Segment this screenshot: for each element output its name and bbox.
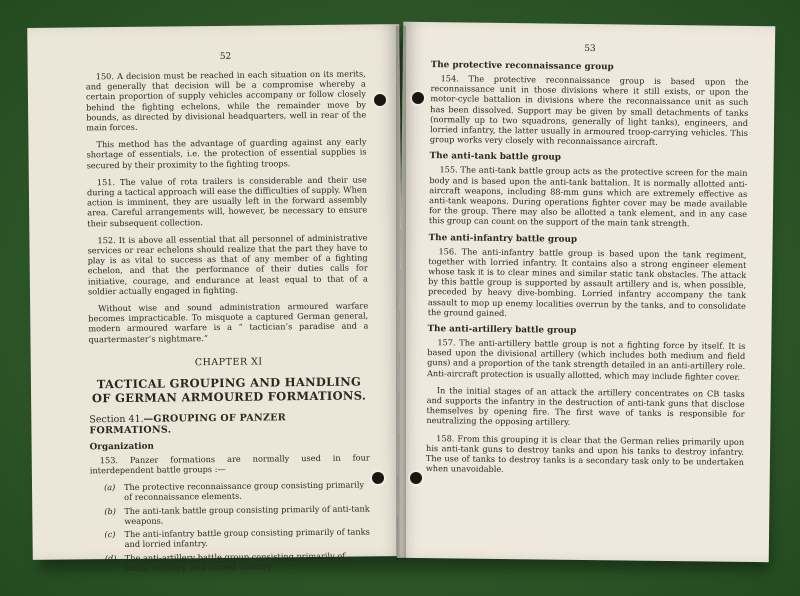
page-number: 52	[219, 51, 232, 62]
list-text: The anti-artillery battle group consisting primarily of tanks, artillery, and lorried infantry.	[124, 550, 346, 573]
paragraph-150: 150. A decision must be reached in each situation on its merits, and generally that decision will be a compromise whereby a certain proportion of supply vehicles accompany or follow closely behind the fighting echelons, while the remainder move by bounds, as directed by divisional headquarters, well in rear of the main forces.	[85, 68, 367, 133]
paragraph-158: 158. From this grouping it is clear that the German relies primarily upon his anti-tank guns to destroy tanks and upon his tanks to destroy infantry. The use of tanks to destroy tanks is a secondary task only to be undertaken when unavoidable.	[425, 432, 745, 475]
right-page	[397, 22, 776, 563]
left-page	[27, 24, 405, 573]
binding-hole	[412, 92, 424, 104]
chapter-label: CHAPTER XI	[194, 356, 263, 369]
heading-anti-tank: The anti-tank battle group	[429, 151, 561, 164]
list-text: The anti-infantry battle group consisting primarily of tanks and lorried infantry.	[124, 526, 370, 550]
heading-anti-artillery: The anti-artillery battle group	[427, 324, 577, 336]
binding-hole	[372, 472, 384, 484]
heading-reconnaissance: The protective reconnaissance group	[430, 60, 614, 73]
section-prefix: Section 41.	[89, 413, 144, 426]
list-label: (d)	[104, 552, 117, 563]
paragraph-157b: In the initial stages of an attack the artillery concentrates on CB tasks and supports the infantry in the destruction of anti-tank guns that disclose themselves by opening fire. The first wave of tanks is responsible for neutralizing the opposing artillery.	[426, 385, 745, 428]
page-number: 53	[584, 43, 596, 55]
list-label: (c)	[104, 529, 116, 540]
section-title: —GROUPING OF PANZER FORMATIONS.	[89, 412, 287, 437]
list-label: (a)	[103, 482, 116, 493]
paragraph-150b: This method has the advantage of guarding against any early shortage of essentials, i.e. the protection of essential supplies is secured by their proximity to the fighting troops.	[86, 136, 367, 170]
list-item	[90, 526, 370, 549]
paragraph-152: 152. It is above all essential that all personnel of administrative services or rear echelons should realize that the part they have to play is as vital to success as that of any member of a fighting echelon, and that the performance of their duties calls for initiative, courage, and endurance at least equal to that of a soldier actually engaged in fighting.	[87, 232, 368, 297]
heading-anti-infantry: The anti-infantry battle group	[428, 232, 578, 245]
section-heading	[89, 411, 369, 436]
paragraph-152b: Without wise and sound administration armoured warfare becomes impracticable. To misquote a captured German general, modern armoured warfare is a “ tactician’s paradise and a quartermaster’s nightmare.”	[88, 300, 369, 345]
binding-hole	[410, 472, 422, 484]
paragraph-157: 157. The anti-artillery battle group is not a fighting force by itself. It is based upon the divisional artillery (which includes both medium and field guns) and a proportion of the tank strength detailed in an anti-artillery role. Anti-aircraft protection is usually allotted, which may include fighter cover.	[426, 337, 746, 382]
list-item	[91, 550, 371, 573]
organization-heading: Organization	[89, 441, 154, 453]
book-gutter	[396, 26, 406, 560]
list-text: The protective reconnaissance group consisting primarily of reconnaissance elements.	[123, 479, 365, 503]
paragraph-154: 154. The protective reconnaissance group is based upon the reconnaissance unit in those divisions where it still exists, or upon the motor-cycle battalion in divisions where the reconnaissance unit as such has been dissolved. Support may be given by small detachments of tanks (normally up to two squadrons, generally of light tanks), engineers, and lorried infantry, the latter usually in armoured troop-carrying vehicles. This group works very closely with reconnaissance aircraft.	[429, 73, 749, 148]
list-item	[90, 503, 370, 526]
binding-hole	[374, 94, 386, 106]
paragraph-156: 156. The anti-infantry battle group is based upon the tank regiment, together with lorried infantry. It contains also a strong engineer element whose task it is to clear mines and similar static tank obstacles. The attack by this battle group is supported by assault artillery and is, when possible, preceded by heavy dive-bombing. Lorried infantry accompany the tank assault to mop up enemy localities overrun by the tanks, and to consolidate the ground gained.	[427, 245, 747, 318]
paragraph-151: 151. The value of rota trailers is considerable and their use during a tactical approach will ease the difficulties of supply. When action is imminent, they are usually left in the forward assembly area. Careful arrangements will, however, be necessary to ensure their subsequent collection.	[86, 174, 368, 228]
list-label: (b)	[104, 505, 116, 516]
list-item	[90, 480, 370, 503]
paragraph-153: 153. Panzer formations are normally used in four interdependent battle groups :—	[89, 452, 370, 476]
paragraph-155: 155. The anti-tank battle group acts as the protective screen for the main body and is based upon the anti-tank battalion. It is normally allotted anti-aircraft weapons, including 88-mm guns which are extremely effective as anti-tank weapons. During operations fighter cover may be made available for the group. There may also be allotted a tank element, and in any case this group can count on the support of the main tank strength.	[428, 164, 748, 229]
chapter-title: TACTICAL GROUPING AND HANDLING OF GERMAN ARMOURED FORMATIONS.	[91, 374, 367, 406]
list-text: The anti-tank battle group consisting primarily of anti-tank weapons.	[124, 503, 370, 526]
